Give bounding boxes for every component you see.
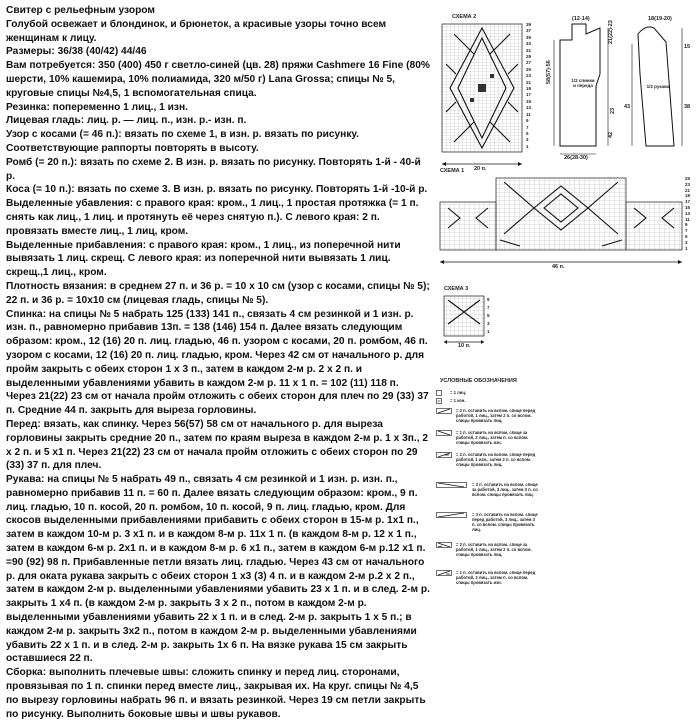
diamond-pattern: Ромб (= 20 п.): вязать по схеме 2. В изн. р. вязать по рисунку. Повторять 1-й - 40-й р. — [6, 156, 421, 182]
chart1-title: СХЕМА 1 — [440, 168, 465, 174]
chart1 — [434, 168, 696, 284]
chart3-row: 3 — [487, 321, 490, 326]
chart1-row: 5 — [685, 233, 688, 239]
chart3-row: 9 — [487, 297, 490, 302]
chart2-row: 3 — [526, 137, 529, 143]
legend-symbol-icon — [436, 452, 454, 458]
gauge: Плотность вязания: в среднем 27 п. и 36 р. = 10 х 10 см (узор с косами, спицы № 5); 22 п. и 36 р. = 10х10 см (лицевая гладь, спицы № 5). — [6, 280, 430, 306]
chart2-row: 29 — [526, 54, 532, 60]
legend-symbol-icon — [436, 430, 454, 436]
legend-text: = 2 п. оставить на вспом. спице за работой, 1 лиц., затем 2 п. со вспом. спицы провязать лиц. — [456, 542, 532, 557]
body-bottom-measure: 42 — [608, 131, 614, 138]
chart2-row: 15 — [526, 98, 532, 104]
legend-text: = 2 п. оставить на вспом. спице перед работой, 1 изн., затем 2 п. со вспом. спицы провязать лиц. — [456, 452, 536, 467]
legend-symbol-icon — [436, 390, 448, 396]
chart2-row: 7 — [526, 124, 529, 130]
chart3-row: 1 — [487, 329, 490, 334]
decreases: Выделенные убавления: с правого края: кром., 1 лиц., 1 простая протяжка (= 1 п. снять как лиц., 1 лиц. и протянуть её через снятую п.). С левого края: 2 п. провязать вместе лиц., 1 лиц, кром. — [6, 198, 419, 237]
legend-title: УСЛОВНЫЕ ОБОЗНАЧЕНИЯ — [440, 378, 517, 384]
chart2-row: 19 — [526, 86, 532, 92]
chart2-row: 17 — [526, 92, 532, 98]
legend-symbol-icon — [436, 542, 454, 548]
body-schematic — [546, 14, 618, 162]
chart1-row: 1 — [685, 245, 688, 251]
chart2-row: 1 — [526, 143, 529, 149]
chart2-grid — [434, 14, 540, 174]
increases: Выделенные прибавления: с правого края: кром., 1 лиц., из поперечной нити вывязать 1 лиц. скрещ. С левого края: из поперечной нити вывязать 1 лиц. скрещ.,1 лиц., кром. — [6, 239, 401, 279]
chart2-row: 33 — [526, 41, 532, 47]
chart2-row: 37 — [526, 28, 532, 34]
assembly-instructions: Сборка: выполнить плечевые швы: сложить спинку и перед лиц. сторонами, провязывая по 1 п. спинки перед вместе лиц., закрывая их. На круг. спицы № 4,5 по вырезу горловины набрать 96 п. и вязать резинкой. Через 19 см петли закрыть по рисунку. Выполнить боковые швы и швы рукавов. — [6, 667, 426, 720]
legend-text: = 3 п. оставить на вспом. спице перед работой, 3 лиц., затем 3 п. со вспом. спицы провязать лиц. — [472, 512, 538, 532]
chart2-row: 25 — [526, 66, 532, 72]
cable-pattern: Узор с косами (= 46 п.): вязать по схеме 1, в изн. р. вязать по рисунку. Соответствующие раппорты повторять в высоту. — [6, 129, 360, 154]
chart2 — [434, 14, 540, 174]
legend-text: = 1 п. оставить на вспом. спице перед работой, 2 лиц., затем п. со вспом. спицы провязать изн. — [456, 570, 536, 585]
chart1-width-label: 46 п. — [552, 264, 565, 270]
sleeve-left-measure: 43 — [624, 104, 631, 110]
chart2-row: 21 — [526, 79, 532, 85]
chart1-row: 7 — [685, 228, 688, 234]
article-intro: Голубой освежает и блондинок, и брюнеток, а красивые узоры точно всем женщинам к лицу. — [6, 18, 387, 44]
chart1-row: 13 — [685, 210, 691, 216]
body-right-measure: 21(22)-23 — [608, 20, 614, 44]
legend-text: = 1 изн. — [450, 398, 466, 403]
legend-symbol-icon — [436, 398, 448, 404]
chart1-row: 21 — [685, 187, 691, 193]
chart3-grid — [434, 286, 504, 350]
chart1-row: 11 — [685, 216, 690, 222]
chart2-row: 11 — [526, 111, 531, 117]
chart1-grid — [434, 168, 696, 284]
chart3-width-label: 10 п. — [458, 343, 471, 349]
legend-symbol-icon — [436, 512, 470, 518]
legend-symbol-icon — [436, 408, 454, 414]
back-instructions: Спинка: на спицы № 5 набрать 125 (133) 141 п., связать 4 см резинкой и 1 изн. р. изн. п., равномерно прибавив 13п. = 138 (146) 154 п. Далее вязать следующим образом: кром., 12 (16) 20 п. лиц. гладью, 46 п. узором с косами, 20 п. ромбом, 46 п. узором с косами, 12 (16) 20 п. лиц. гладью, кром. Через 42 см от начального р. для пройм закрыть с обеих сторон 1 х 3 п., затем в каждом 2-м р. 2 х 2 п. и выделенными убавлениями убавить в каждом 2-м р. 11 х 1 п. = 102 (11) 118 п. Через 21(22) 23 см от начала пройм отложить с обеих сторон для плеч по 29 (33) 37 п. Средние 44 п. закрыть для вырезa горловины. — [6, 308, 429, 417]
chart1-row: 19 — [685, 193, 691, 199]
body-mid-measure: 23 — [610, 107, 616, 114]
materials: Вам потребуется: 350 (400) 450 г светло-синей (цв. 28) пряжи Cashmere 16 Fine (80% шерсти, 10% кашемира, 10% полиамида, 320 м/50 г) Lana Grossa; спицы № 5, круговые спицы №4,5, 1 вспомогательная спица. — [6, 60, 430, 99]
body-bottom-label: 26(28-30) — [564, 155, 588, 161]
legend-symbol-icon — [436, 482, 470, 488]
sleeve-top-width: 18(19-20) — [648, 16, 672, 22]
legend-text: = 2 п. оставить на вспом. спице перед работой, 1 лиц., затем 2 п. со вспом. спицы провязать лиц. — [456, 408, 536, 423]
body-top-width: (12-14) — [572, 16, 590, 22]
chart1-row-numbers — [685, 176, 690, 251]
body-left-measure: 58(57)-56 — [546, 60, 552, 84]
chart3 — [434, 286, 504, 350]
article-title: Свитер с рельефным узором — [6, 5, 155, 16]
chart1-row: 17 — [685, 199, 691, 205]
legend-symbol-icon — [436, 570, 454, 576]
sleeve-instructions: Рукава: на спицы № 5 набрать 49 п., связать 4 см резинкой и 1 изн. р. изн. п., равномерно прибавив 11 п. = 60 п. Далее вязать следующим образом: кром., 9 п. лиц. гладью, 10 п. косой, 20 п. ромбом, 10 п. косой, 9 п. лиц. гладью, кром. Для скосов выделенными прибавлениями прибавить с обеих сторон в 15-м р. 1х1 п., затем в каждом 10-м р. 3 х1 п. и в каждом 8-м р. 11х 1 п. (в каждом 8-м р. 12 х 1 п., затем в каждом 6-м р. 2х1 п. и в каждом 8-м р. 6 х1 п., затем в каждом 6-м р.12 х1 п. =90 (92) 98 п. Прибавленные петли вязать лиц. гладью. Через 43 см от начального р. для оката рукава закрыть с обеих сторон 1 х3 (3) 4 п. и в каждом 2-м р.2 х 2 п., затем в каждом 2-м р. выделенными убавлениями убавить 23 х 1 п. и в след. 2-м р. закрыть 1 х4 п. (в каждом 2-м р. закрыть 3 х 2 п., потом в каждом 2-м р. выделенными убавлениями убавить 22 х 1 п. и в след. 2-м р. закрыть 1 х 5 п.; в каждом 2-м р. закрыть 3х2 п., потом в каждом 2-м р. выделенными убавлениями убавить 22 х 1 п. и в след. 2-м р. закрыть 1х 6 п. На вязке рукава 15 см закрыть оставшиеся 22 п. — [6, 474, 430, 665]
chart2-row: 31 — [526, 47, 532, 53]
chart3-row: 7 — [487, 305, 490, 310]
chart2-row: 39 — [526, 22, 532, 27]
sizes: Размеры: 36/38 (40/42) 44/46 — [6, 46, 147, 58]
stockinette: Лицевая гладь: лиц. р. — лиц. п., изн. р.- изн. п. — [6, 115, 247, 127]
chart1-row: 25 — [685, 176, 691, 181]
chart1-row: 9 — [685, 222, 688, 228]
legend-text: = 3 п. оставить на вспом. спице за работой, 3 лиц., затем 3 п. со вспом. спицы провязать лиц. — [472, 482, 538, 497]
chart2-row: 23 — [526, 73, 532, 79]
chart1-row: 3 — [685, 239, 688, 245]
chart2-width-label: 20 п. — [474, 166, 487, 172]
sleeve-label: 1/2 рукава — [646, 84, 670, 89]
chart2-row-numbers — [526, 22, 540, 150]
braid-pattern: Коса (= 10 п.): вязать по схеме 3. В изн. р. вязать по рисунку. Повторять 1-й -10-й р. — [6, 184, 428, 196]
legend-text: = 1 п. оставить на вспом. спице за работой, 2 лиц., затем п. со вспом. спицы провязать изн. — [456, 430, 529, 445]
chart2-row: 5 — [526, 130, 529, 136]
chart2-row: 13 — [526, 105, 532, 111]
legend — [436, 378, 540, 610]
chart3-row: 5 — [487, 313, 490, 318]
chart1-row: 15 — [685, 204, 691, 210]
chart2-row: 27 — [526, 60, 532, 66]
body-label: 1/2 спинки и переда — [571, 78, 595, 88]
sleeve-schematic — [624, 14, 694, 162]
rib-stitch: Резинка: попеременно 1 лиц., 1 изн. — [6, 101, 188, 113]
chart3-title: СХЕМА 3 — [444, 286, 469, 292]
chart1-row: 23 — [685, 181, 691, 187]
chart2-row: 35 — [526, 34, 532, 40]
article-text — [6, 4, 430, 721]
front-instructions: Перед: вязать, как спинку. Через 56(57) 58 см от начального р. для выреза горловины закрыть средние 20 п., затем по краям выреза в каждом 2-м р. 1 х 3п., 2 х 2 п. и 5 х1 п. Через 21(22) 23 см от начала пройм отложить с обеих сторон по 29 (33) 37 п. для плеч. — [6, 418, 429, 472]
legend-text: = 1 лиц. — [450, 390, 467, 395]
sleeve-right-measure: 15 — [684, 44, 691, 50]
sleeve-mid-measure: 38 — [684, 104, 691, 110]
chart2-row: 9 — [526, 118, 529, 124]
chart3-row-numbers — [487, 296, 490, 336]
chart2-title: СХЕМА 2 — [452, 14, 477, 20]
